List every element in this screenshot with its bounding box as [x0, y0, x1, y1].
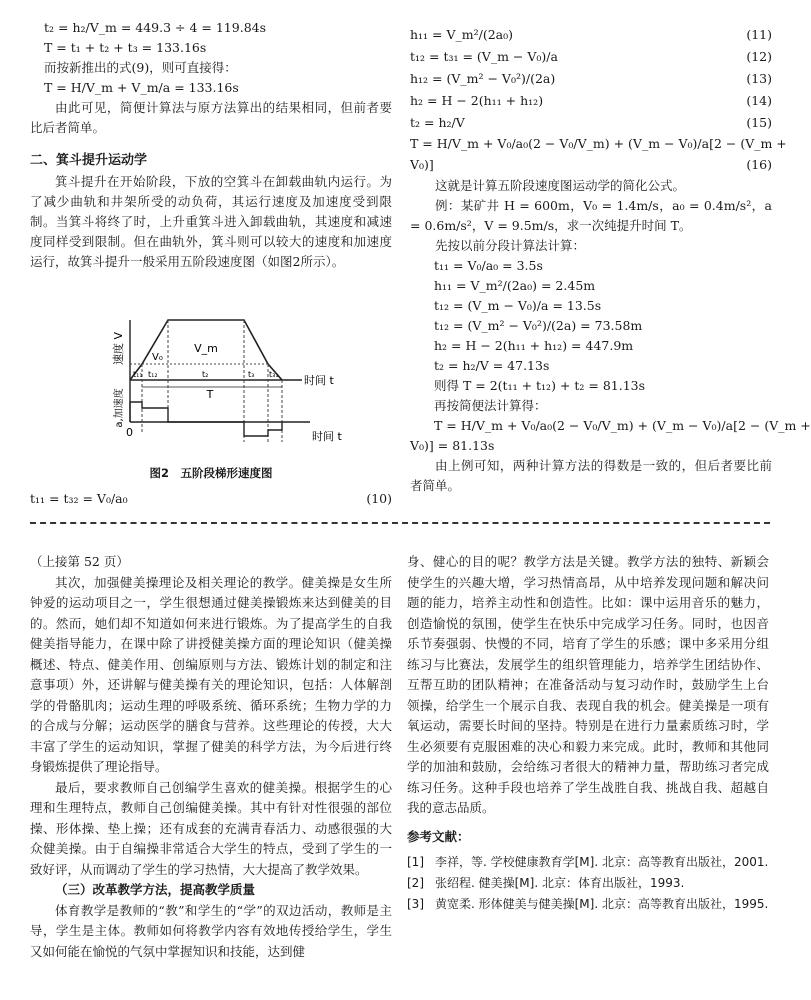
- equation-number: (15): [746, 115, 772, 130]
- equation-number: (10): [366, 491, 392, 506]
- reference-number: [2]: [407, 876, 424, 890]
- conclusion-paragraph: 由此可见，简便计算法与原方法算出的结果相同，但前者要比后者简单。: [30, 100, 392, 135]
- equation-text: h₁₁ = V_m²/(2a₀): [410, 27, 514, 42]
- equation-16-line1: T = H/V_m + V₀/a₀(2 − V₀/V_m) + (V_m − V₀)/a[2 − (V_m +: [410, 136, 787, 151]
- equation-row: [410, 90, 772, 112]
- bottom-left-column: [30, 552, 392, 962]
- section-divider: [30, 522, 770, 524]
- equation-number: (14): [746, 93, 772, 108]
- equation-number: (13): [746, 71, 772, 86]
- calc-line: t₁₂ = (V_m² − V₀²)/(2a) = 73.58m: [434, 318, 643, 333]
- acceleration-profile: [130, 402, 282, 436]
- reference-number: [3]: [407, 897, 424, 911]
- velocity-diagram-svg: [30, 312, 392, 462]
- v0-label: V₀: [152, 352, 163, 363]
- conclusion-paragraph: 由上例可知，两种计算方法的得数是一致的，但后者要比前者简单。: [410, 458, 772, 493]
- top-left-column: [30, 18, 392, 272]
- calc-line: 则得 T = 2(t₁₁ + t₁₂) + t₂ = 81.13s: [434, 378, 646, 393]
- time-label-bottom: 时间 t: [312, 430, 342, 443]
- calc-line: T = H/V_m + V₀/a₀(2 − V₀/V_m) + (V_m − V₀)/a[2 − (V_m +: [434, 418, 811, 433]
- equation-text: h₁₂ = (V_m² − V₀²)/(2a): [410, 71, 556, 86]
- calc-line: t₂ = h₂/V = 47.13s: [434, 358, 550, 373]
- phase-label: t₃₁: [269, 370, 279, 379]
- subsection-title: （三）改革教学方法，提高教学质量: [55, 882, 256, 897]
- phase-label: t₃: [248, 370, 255, 379]
- calc-line: V₀)] = 81.13s: [410, 438, 495, 453]
- total-time-label: T: [206, 388, 214, 401]
- equation-16-line2: [410, 154, 772, 176]
- body-paragraph: 体育教学是教师的“教”和学生的“学”的双边活动，教师是主导，学生是主体。教师如何将教学内容有效地传授给学生，学生又如何能在愉悦的气氛中掌握知识和技能，达到健: [30, 902, 392, 959]
- equation-number: (12): [746, 49, 772, 64]
- equation-text: t₁₂ = t₃₁ = (V_m − V₀)/a: [410, 49, 558, 64]
- equation-text: V₀)]: [410, 157, 434, 172]
- calc-line: h₂ = H − 2(h₁₁ + h₁₂) = 447.9m: [434, 338, 634, 353]
- reference-text: 黄宽柔. 形体健美与健美操[M]. 北京：高等教育出版社，1995.: [435, 897, 769, 911]
- reference-number: [1]: [407, 855, 424, 869]
- figure-caption: 图2 五阶段梯形速度图: [149, 466, 273, 480]
- equation-text: t₂ = h₂/V: [410, 115, 465, 130]
- equation-number: (11): [746, 27, 772, 42]
- equation-line: 而按新推出的式(9)，则可直接得：: [44, 60, 237, 75]
- velocity-axis-label: 速度 V: [112, 332, 125, 366]
- bottom-right-column: [407, 552, 769, 916]
- equation-line: T = H/V_m + V_m/a = 133.16s: [44, 80, 239, 95]
- step-text: 先按以前分段计算法计算：: [435, 238, 586, 253]
- vm-label: V_m: [194, 342, 218, 355]
- reference-text: 张绍程. 健美操[M]. 北京：体育出版社，1993.: [435, 876, 685, 890]
- equation-text: t₁₁ = t₃₂ = V₀/a₀: [30, 491, 128, 506]
- phase-label: t₂: [202, 370, 209, 379]
- equation-row: [410, 112, 772, 134]
- calc-line: t₁₁ = V₀/a₀ = 3.5s: [434, 258, 543, 273]
- equation-number: (16): [746, 157, 772, 172]
- reference-item: [407, 874, 769, 893]
- phase-label: t₁₂: [148, 370, 158, 379]
- body-paragraph: 身、健心的目的呢？教学方法是关键。教学方法的独特、新颖会使学生的兴趣大增，学习热情高昂，从中培养发现问题和解决问题的能力，培养主动性和创造性。比如：课中运用音乐的魅力，创造愉悦的氛围，使学生在快乐中完成学习任务。同时，也因音乐节奏强弱、快慢的不同，培育了学生的乐感；课中多采用分组练习与比赛法，发展学生的组织管理能力，培养学生团结协作、互帮互助的团队精神；在准备活动与复习动作时，鼓励学生上台领操，给学生一个展示自我、表现自我的机会。健美操是一项有氧运动，需要长时间的坚持。特别是在进行力量素质练习时，学生必须要有克服困难的决心和毅力来完成。此时，教师和其他同学的加油和鼓励，会给练习者很大的精神力量，帮助练习者完成练习任务。这种手段也培养了学生战胜自我、挑战自我、超越自我的意志品质。: [407, 554, 769, 815]
- calc-line: t₁₂ = (V_m − V₀)/a = 13.5s: [434, 298, 602, 313]
- origin-label: 0: [126, 426, 133, 439]
- section-title: 二、箕斗提升运动学: [30, 153, 148, 168]
- calc-line: h₁₁ = V_m²/(2a₀) = 2.45m: [434, 278, 596, 293]
- simplified-note: 这就是计算五阶段速度图运动学的简化公式。: [435, 178, 686, 193]
- continuation-note: （上接第 52 页）: [30, 554, 129, 569]
- equation-row: [410, 24, 772, 46]
- example-text: 例：某矿井 H = 600m，V₀ = 1.4m/s，a₀ = 0.4m/s²，a = 0.6m/s²，V = 9.5m/s，求一次纯提升时间 T。: [410, 198, 772, 233]
- reference-item: [407, 853, 769, 872]
- equation-line: T = t₁ + t₂ + t₃ = 133.16s: [44, 40, 207, 55]
- equation-row: [410, 68, 772, 90]
- reference-text: 李祥，等. 学校健康教育学[M]. 北京：高等教育出版社，2001.: [435, 855, 769, 869]
- top-right-column: [410, 24, 811, 496]
- equation-row: [410, 46, 772, 68]
- time-label-top: 时间 t: [304, 374, 334, 387]
- acceleration-axis-label: a,加速度: [114, 388, 125, 428]
- references-title: 参考文献：: [407, 828, 470, 844]
- equation-text: h₂ = H − 2(h₁₁ + h₁₂): [410, 93, 544, 108]
- equation-line: t₂ = h₂/V_m = 449.3 ÷ 4 = 119.84s: [44, 20, 267, 35]
- equation-10: [30, 488, 392, 510]
- calc-line: 再按简便法计算得：: [434, 398, 547, 413]
- body-paragraph: 最后，要求教师自己创编学生喜欢的健美操。根据学生的心理和生理特点，教师自己创编健美操。其中有针对性很强的部位操、形体操、垫上操；还有成套的充满青春活力、动感很强的大众健美操。由于自编操非常适合大学生的特点，受到了学生的一致好评，从而调动了学生的学习热情，大大提高了教学效果。: [30, 779, 392, 877]
- reference-item: [407, 895, 769, 914]
- body-paragraph: 其次，加强健美操理论及相关理论的教学。健美操是女生所钟爱的运动项目之一，学生很想通过健美操锻炼来达到健美的目的。然而，她们却不知道如何来进行锻炼。为了提高学生的自我健美指导能力，在课中除了讲授健美操方面的理论知识（健美操概述、特点、健美作用、创编原则与方法、锻炼计划的制定和注意事项）外，还讲解与健美操有关的理论知识，包括：人体解剖学的骨骼肌肉；运动生理的呼吸系统、循环系统；生物力学的力的合成与分解；运动医学的膳食与营养。这些理论的传授，大大丰富了学生的运动知识，掌握了健美的科学方法，为今后进行终身锻炼提供了理论指导。: [30, 574, 392, 774]
- section-paragraph: 箕斗提升在开始阶段，下放的空箕斗在卸载曲轨内运行。为了减少曲轨和井架所受的动负荷，其运行速度及加速度受到限制。当箕斗将终了时，上升重箕斗进入卸载曲轨，其速度和减速度同样受到限制。但在曲轨外，箕斗则可以较大的速度和加速度运行，故箕斗提升一般采用五阶段速度图（如图2所示）。: [30, 174, 392, 269]
- phase-label: t₁₁: [133, 370, 143, 379]
